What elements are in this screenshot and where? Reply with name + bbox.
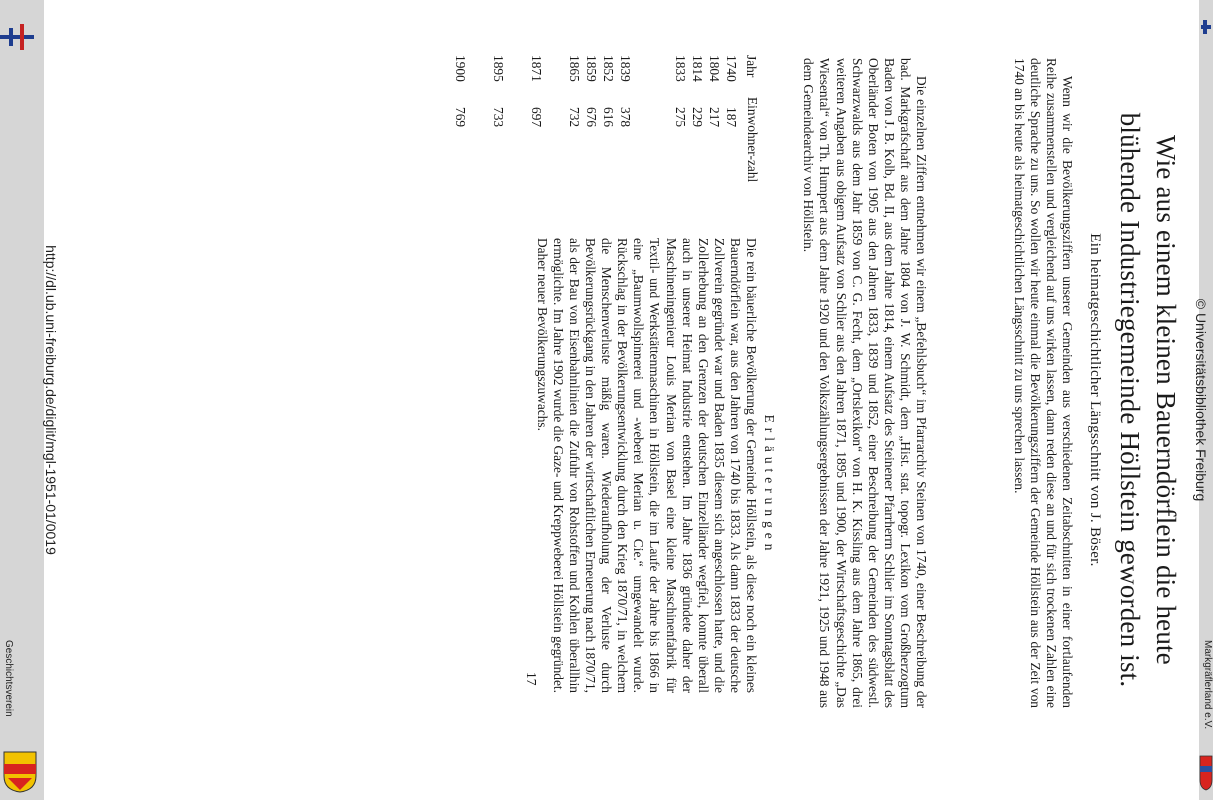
count-cell: 697 [529,107,544,128]
header-count: Einwohner-zahl [745,97,760,183]
intro-paragraph: Wenn wir die Bevölkerungsziffern unserer Gemeinden aus verschiedenen Zeitabschnitten in einer fortlaufenden Reihe zusammenstellen und vergleichend auf uns wirken lassen, dann reden diese an und für sich trockenen Zahlen eine deutliche Sprache zu uns. So wollen wir heute einmal die Bevölkerungsziffern der Gemeinde Höllstein aus der Zeit von 1740 an bis heute als heimatgeschichtlichen Längsschnitt zu uns sprechen lassen. [1011,58,1075,708]
viewer-marker-icon [0,24,34,50]
article-title-line-2: blühende Industriegemeinde Höllstein geworden ist. [1115,112,1145,688]
year-cell: 1859 [584,55,599,82]
year-cell: 1900 [453,55,468,82]
table-row [489,55,506,235]
count-cell: 733 [491,107,506,128]
year-cell: 1839 [618,55,633,82]
table-row [722,55,739,235]
page-number: 17 [524,672,539,686]
year-cell: 1852 [601,55,616,82]
society-label-left: Geschichtsverein [3,640,14,717]
sources-paragraph: Die einzelnen Ziffern entnehmen wir einem „Befehlsbuch“ im Pfarrarchiv Steinen von 1740, einer Beschreibung der bad. Markgrafschaft aus dem Jahre 1804 von J. W. Schmidt, dem „Hist. stat. topogr. Lexikon vom Großherzogtum Baden von J. B. Kolb, Bd. II, aus dem Jahre 1814, einem Aufsatz des Steinener Pfarrherrn Schlier im Sonntagsblatt des Oberländer Boten von 1905 aus den Jahren 1833, 1839 und 1852, einer Beschreibung der Gemeinden des südwestl. Schwarzwalds aus dem Jahr 1859 von C. G. Fecht, dem „Ortslexikon“ von H. K. Kissling aus dem Jahre 1865, drei weiteren Angaben aus obigem Aufsatz von Schlier aus den Jahren 1871, 1895 und 1900, der Wirtschaftsgeschichte „Das Wiesental“ von Th. Humpert aus dem Jahre 1920 und den Volkszählungsergebnissen der Jahre 1921, 1925 und 1948 aus dem Gemeindearchiv von Höllstein. [801,58,929,708]
count-cell: 732 [567,107,582,128]
table-row [616,55,633,235]
erlaeuterungen-heading: Erläuterungen [762,414,777,556]
table-header [743,55,759,235]
table-row [705,55,722,235]
article-title-line-1: Wie aus einem kleinen Bauerndörflein die heute [1151,135,1181,665]
table-row [565,55,582,235]
count-cell: 769 [453,107,468,128]
year-cell: 1814 [690,55,705,82]
year-cell: 1871 [529,55,544,82]
count-cell: 676 [584,107,599,128]
year-cell: 1804 [707,55,722,82]
table-row [451,55,468,235]
year-cell: 1833 [673,55,688,82]
copyright-line: © Universitätsbibliothek Freiburg [1193,298,1209,502]
table-row [527,55,544,235]
count-cell: 187 [724,107,739,128]
count-cell: 378 [618,107,633,128]
society-label-right: Markgräflerland e.V. [1202,640,1213,730]
table-row [671,55,688,235]
year-cell: 1895 [491,55,506,82]
table-row [582,55,599,235]
population-table [451,55,759,235]
permalink-url[interactable]: http://dl.ub.uni-freiburg.de/diglit/mgl-1951-01/0019 [43,245,59,555]
count-cell: 275 [673,107,688,128]
erlaeuterungen-text: Die rein bäuerliche Bevölkerung der Gemeinde Höllstein, als diese noch ein kleines Bauerndörflein war, aus den Jahren von 1740 bis 1833. Als dann 1833 der deutsche Zollverein gegründet war und Baden 1835 diesem sich angeschlossen hatte, und die Zollerhebung an den Grenzen der deutschen Einzelländer wegfiel, konnte überall auch in unserer Heimat Industrie entstehen. Im Jahre 1836 gründete daher der Maschineningenieur Louis Merian von Basel eine kleine Maschinenfabrik für Textil- und Werkstättenmaschinen in Höllstein, die im Laufe der Jahre bis 1866 in eine „Baumwollspinnerei und -weberei Merian u. Cie.“ umgewandelt wurde. Rückschlag in der Bevölkerungsentwicklung durch den Krieg 1870/71, in welchem die Menschenverluste mäßig waren. Wiederaufholung der Verluste durch Bevölkerungsrückgang in den Jahren der wirtschaftlichen Erneuerung nach 1870/71, als der Bau von Eisenbahnlinien die Zufuhr von Rohstoffen und Kohlen überallhin ermöglichte. Im Jahre 1902 wurde die Gaze- und Kreppweberei Höllstein gegründet. Daher neuer Bevölkerungszuwachs. [534,238,759,693]
header-year: Jahr [744,55,759,78]
year-cell: 1740 [724,55,739,82]
year-cell: 1865 [567,55,582,82]
article-subtitle: Ein heimatgeschichtlicher Längsschnitt von J. Böser. [1087,233,1103,567]
count-cell: 616 [601,107,616,128]
table-row [688,55,705,235]
table-row [599,55,616,235]
count-cell: 217 [707,107,722,128]
count-cell: 229 [690,107,705,128]
